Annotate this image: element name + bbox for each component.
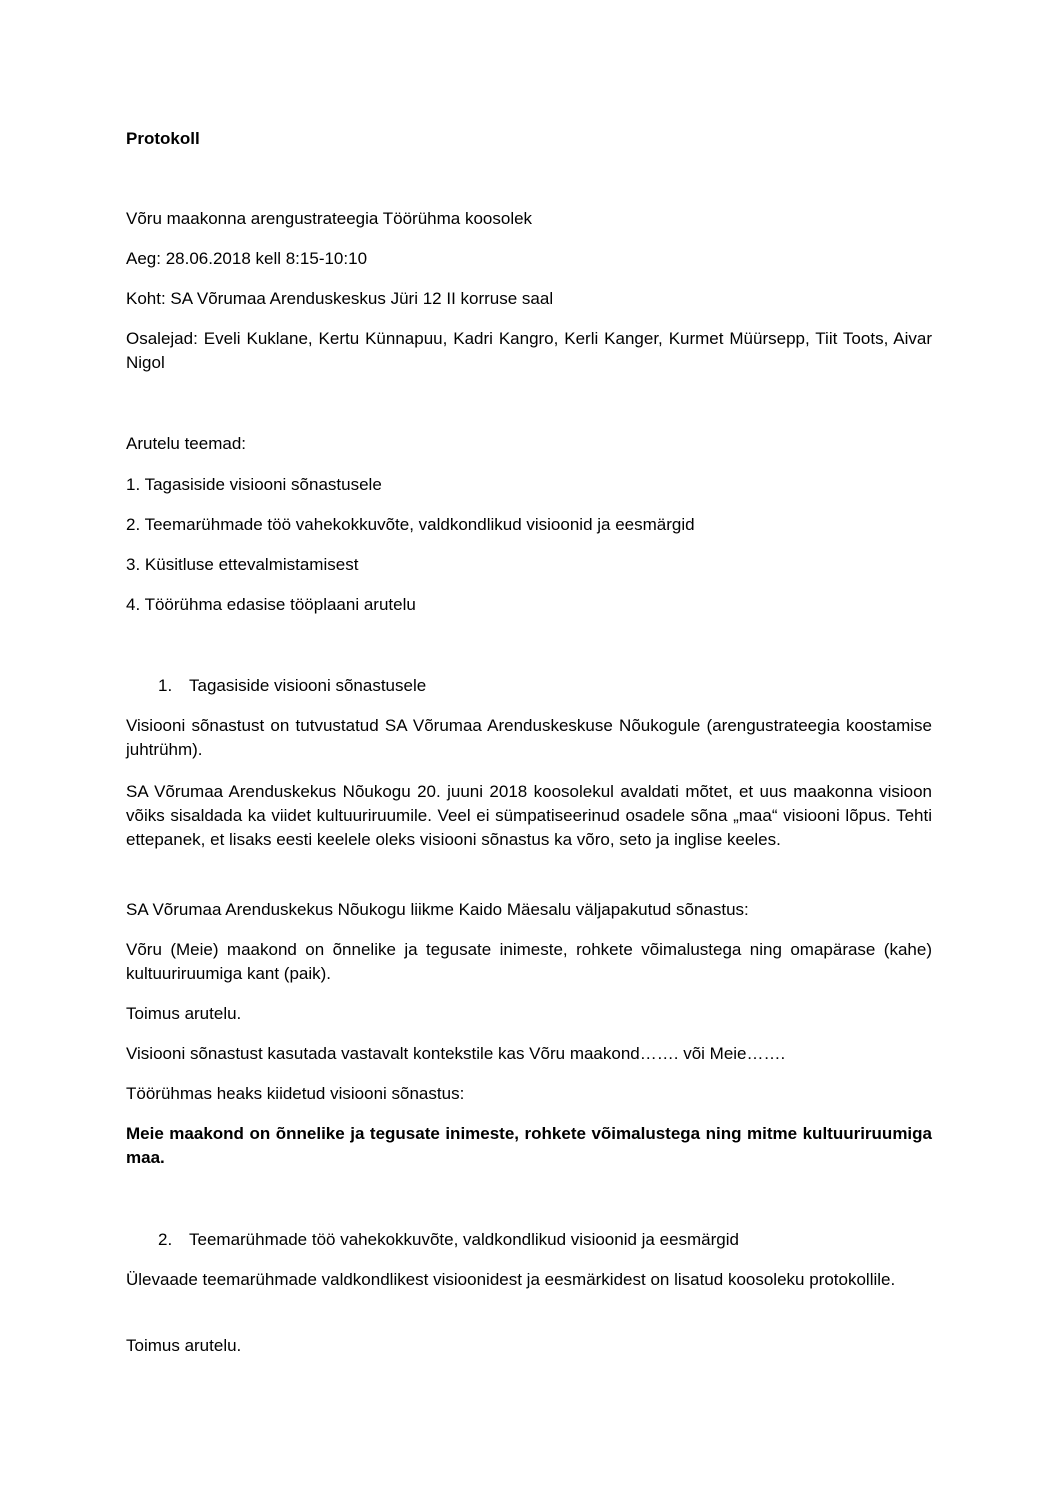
topic-item-1: 1. Tagasiside visiooni sõnastusele bbox=[126, 475, 382, 494]
section-2-heading bbox=[158, 1228, 739, 1252]
section-2-paragraph-1: Ülevaade teemarühmade valdkondlikest visioonidest ja eesmärkidest on lisatud koosoleku protokollile. bbox=[126, 1270, 896, 1289]
approved-vision: Meie maakond on õnnelike ja tegusate inimeste, rohkete võimalustega ning mitme kultuuriruumiga maa. bbox=[126, 1124, 932, 1167]
topic-item-2: 2. Teemarühmade töö vahekokkuvõte, valdkondlikud visioonid ja eesmärgid bbox=[126, 515, 695, 534]
topics-heading: Arutelu teemad: bbox=[126, 434, 247, 453]
document-heading: Protokoll bbox=[126, 129, 200, 148]
section-1-paragraph-4: Võru (Meie) maakond on õnnelike ja tegusate inimeste, rohkete võimalustega ning omapärase (kahe) kultuuriruumiga kant (paik). bbox=[126, 940, 932, 983]
meeting-participants: Osalejad: Eveli Kuklane, Kertu Künnapuu, Kadri Kangro, Kerli Kanger, Kurmet Müürsepp, Tiit Toots, Aivar Nigol bbox=[126, 329, 932, 372]
section-1-paragraph-2: SA Võrumaa Arenduskekus Nõukogu 20. juuni 2018 koosolekul avaldati mõtet, et uus maakonna visioon võiks sisaldada ka viidet kultuuriruumile. Veel ei sümpatiseerinud osadele sõna „maa“ visiooni lõpus. Tehti ettepanek, et lisaks eesti keelele oleks visiooni sõnastus ka võro, seto ja inglise keeles. bbox=[126, 782, 932, 849]
section-1-paragraph-7: Töörühmas heaks kiidetud visiooni sõnastus: bbox=[126, 1084, 465, 1103]
section-2-paragraph-2: Toimus arutelu. bbox=[126, 1336, 242, 1355]
meeting-time: Aeg: 28.06.2018 kell 8:15-10:10 bbox=[126, 249, 368, 268]
meeting-place: Koht: SA Võrumaa Arenduskeskus Jüri 12 II korruse saal bbox=[126, 289, 554, 308]
section-1-paragraph-1: Visiooni sõnastust on tutvustatud SA Võrumaa Arenduskeskuse Nõukogule (arengustrateegia koostamise juhtrühm). bbox=[126, 716, 932, 759]
section-1-title: Tagasiside visiooni sõnastusele bbox=[189, 676, 427, 695]
section-1-paragraph-6: Visiooni sõnastust kasutada vastavalt kontekstile kas Võru maakond……. või Meie……. bbox=[126, 1044, 786, 1063]
section-1-heading bbox=[158, 674, 426, 698]
section-2-number: 2. bbox=[158, 1230, 173, 1249]
topic-item-3: 3. Küsitluse ettevalmistamisest bbox=[126, 555, 359, 574]
section-1-paragraph-3: SA Võrumaa Arenduskekus Nõukogu liikme Kaido Mäesalu väljapakutud sõnastus: bbox=[126, 900, 749, 919]
section-1-number: 1. bbox=[158, 676, 173, 695]
section-1-paragraph-5: Toimus arutelu. bbox=[126, 1004, 242, 1023]
meeting-title: Võru maakonna arengustrateegia Töörühma koosolek bbox=[126, 209, 533, 228]
section-2-title: Teemarühmade töö vahekokkuvõte, valdkondlikud visioonid ja eesmärgid bbox=[189, 1230, 739, 1249]
topic-item-4: 4. Töörühma edasise tööplaani arutelu bbox=[126, 595, 416, 614]
